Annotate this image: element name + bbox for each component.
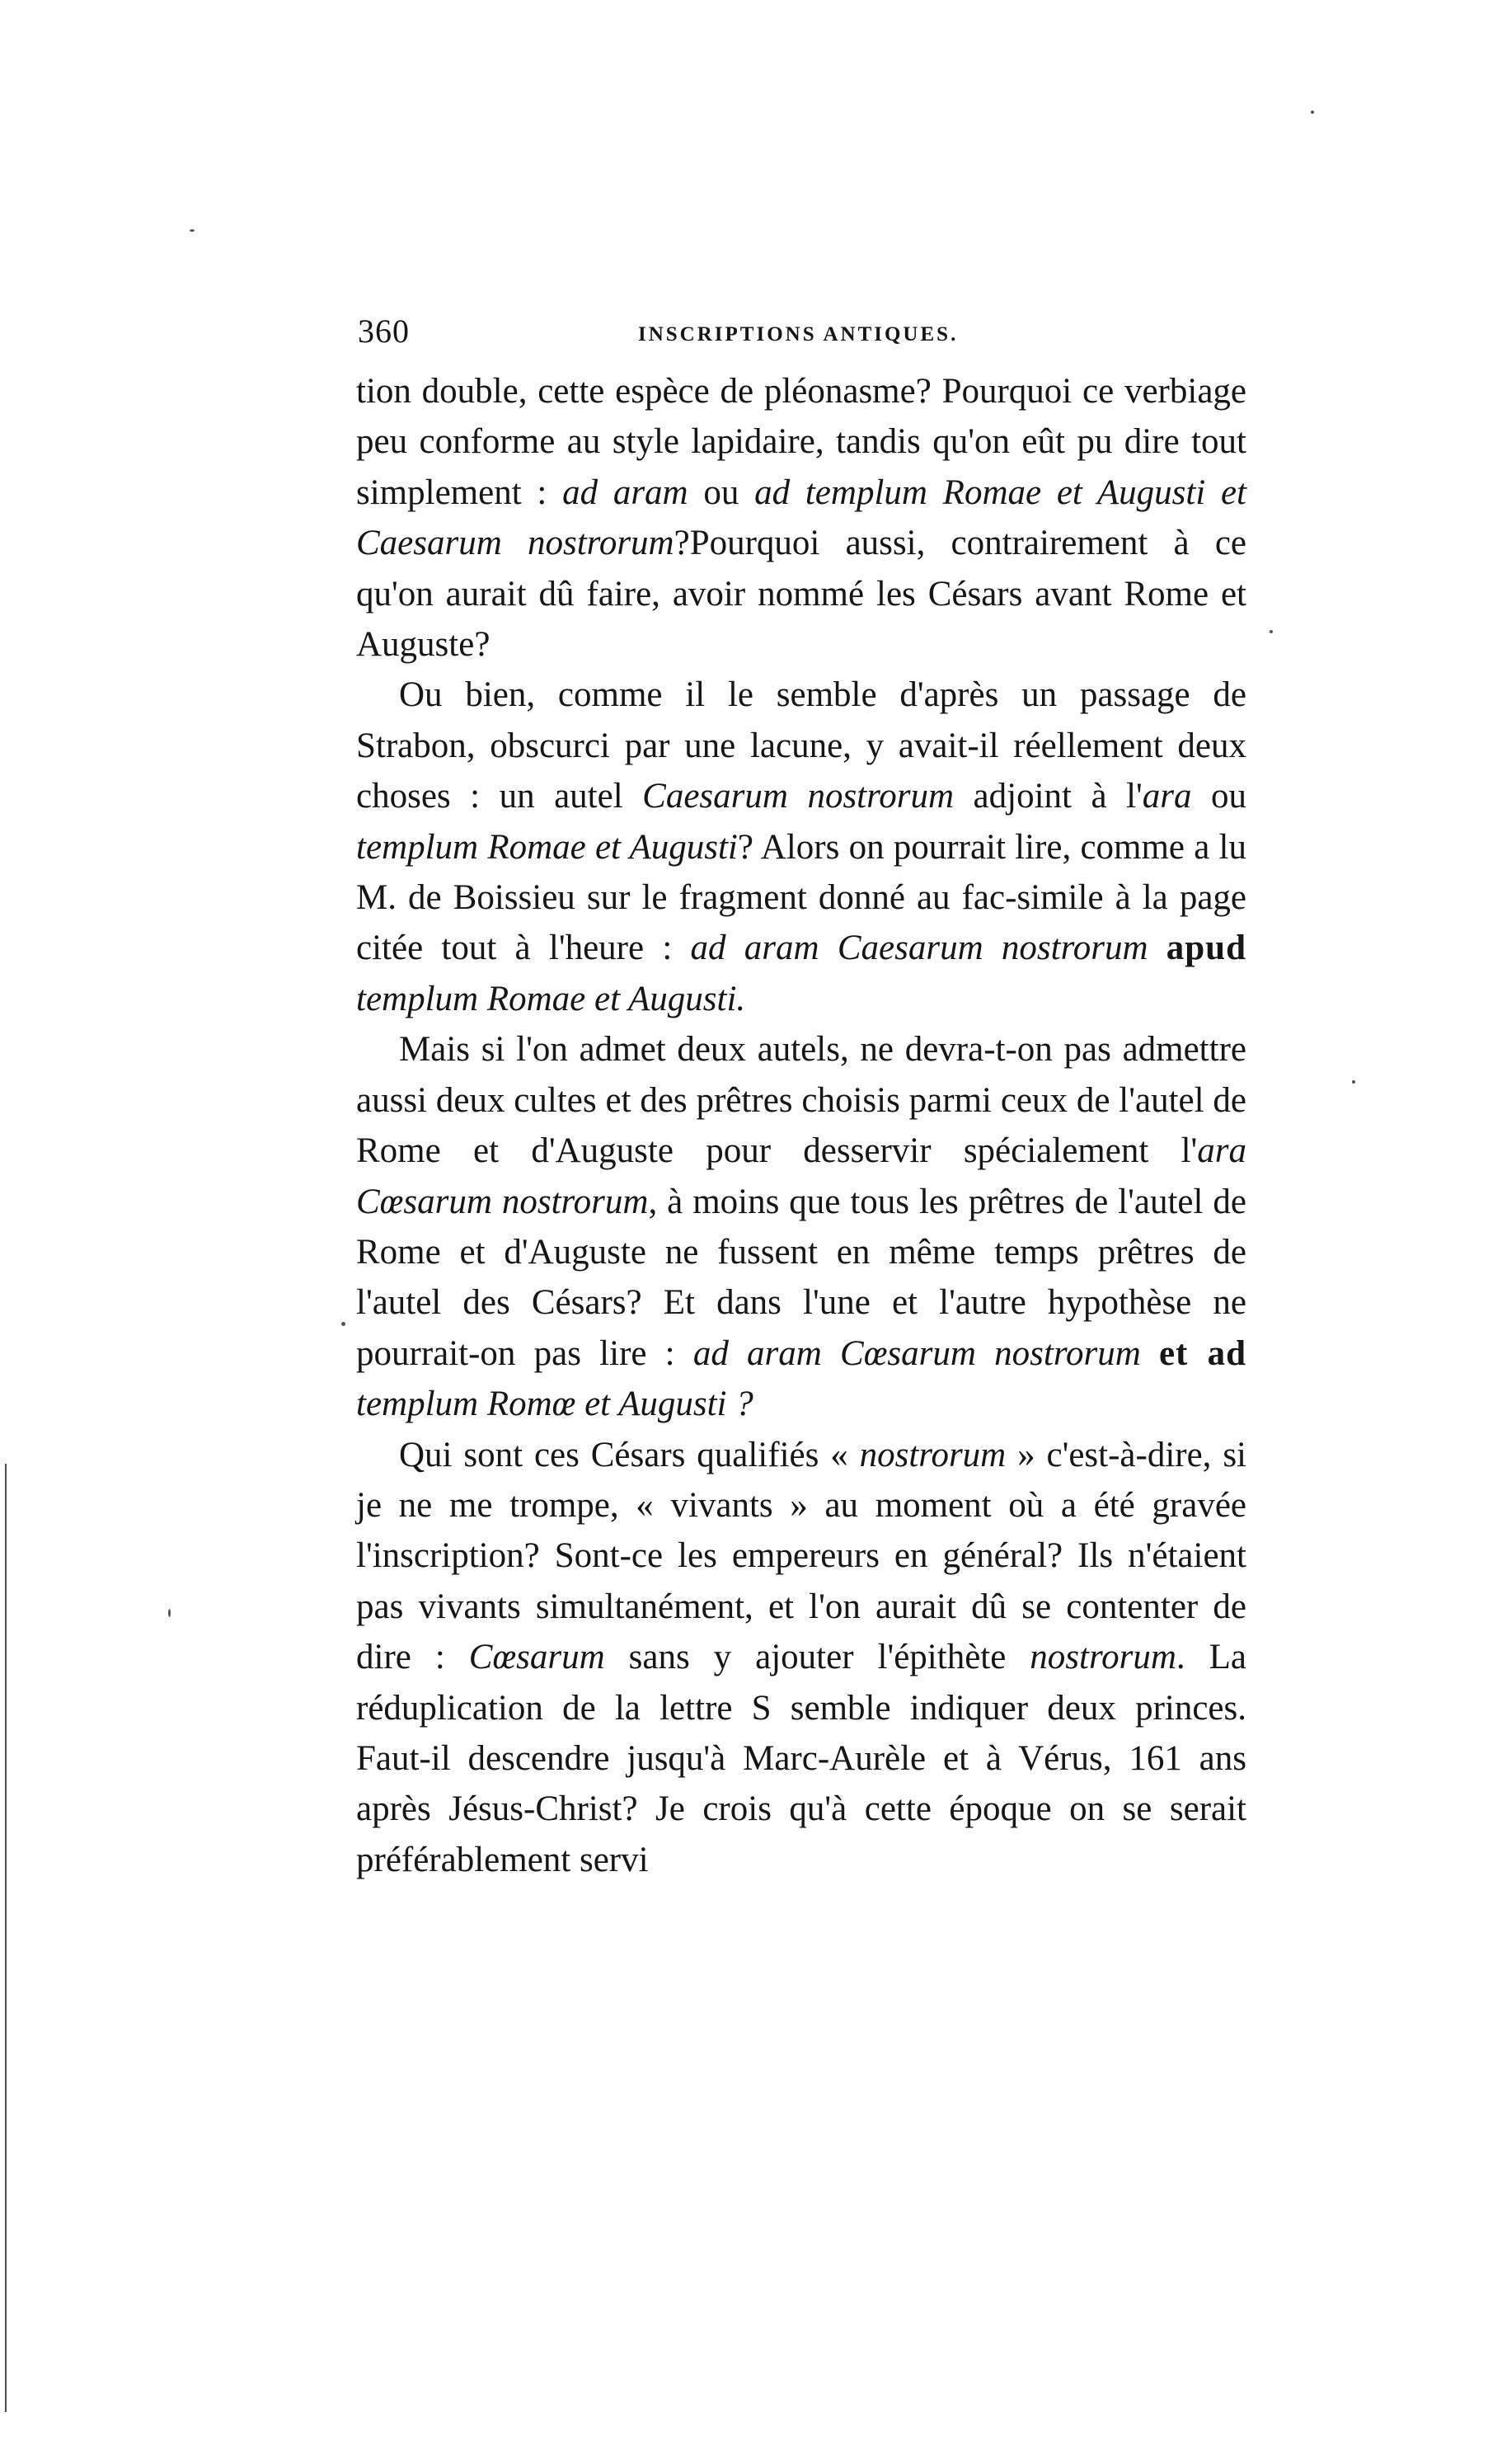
- scan-speck: [1270, 630, 1273, 633]
- text-span: ? Alors on pourrait lire, comme a lu M. de Boissieu sur le fragment donné au fac-simile à la page citée tout à l'heure :: [356, 827, 1247, 968]
- scan-speck: [1311, 111, 1314, 114]
- text-span: Mais si l'on admet deux autels, ne devra-t-on pas admettre aussi deux cultes et des prêtres choisis parmi ceux de l'autel de Rome et d'Auguste pour desservir spécialement l': [356, 1030, 1246, 1171]
- italic-span: Cœsarum: [468, 1638, 605, 1677]
- paragraph-2: [356, 670, 1246, 1024]
- text-span: . La réduplication de la lettre S semble indiquer deux princes. Faut-il descendre jusqu'à Marc-Aurèle et à Vérus, 161 ans après Jésus-Christ? Je crois qu'à cette époque on se serait préférablement servi: [356, 1638, 1246, 1879]
- text-span: [1141, 1334, 1159, 1373]
- text-span: adjoint à l': [954, 777, 1143, 816]
- text-span: sans y ajouter l'épithète: [604, 1638, 1030, 1677]
- running-head: INSCRIPTIONS ANTIQUES.: [638, 323, 959, 346]
- text-span: [1148, 929, 1166, 967]
- italic-span: Caesarum nostrorum: [642, 777, 955, 816]
- text-span: » c'est-à-dire, si je ne me trompe, « vivants » au moment où a été gravée l'inscription? Sont-ce les empereurs en général? Ils n'étaient pas vivants simultanément, et l'on aurait dû se contenter de dire :: [356, 1435, 1247, 1677]
- body-text: [356, 366, 1246, 1885]
- text-span: Qui sont ces Césars qualifiés «: [399, 1435, 860, 1474]
- scan-speck: [1352, 1080, 1355, 1084]
- italic-span: nostrorum: [1030, 1638, 1176, 1677]
- italic-span: nostrorum: [859, 1435, 1007, 1474]
- paragraph-4: [356, 1430, 1246, 1886]
- text-span: ?Pourquoi aussi, contrairement à ce qu'on aurait dû faire, avoir nommé les Césars avant Rome et Auguste?: [356, 524, 1246, 665]
- italic-span: ad aram Cœsarum nostrorum: [692, 1333, 1141, 1373]
- paragraph-1: [356, 366, 1246, 670]
- page-header: [358, 312, 1265, 361]
- text-span: ou: [688, 473, 755, 512]
- italic-span: ad templum Romae et Augusti et Caesarum nostrorum: [356, 473, 1246, 563]
- scan-speck: [341, 1322, 345, 1326]
- italic-span: ara Cœsarum nostrorum: [356, 1131, 1246, 1221]
- scan-speck: [168, 1609, 171, 1617]
- text-span: , à moins que tous les prêtres de l'autel de Rome et d'Auguste ne fussent en même temps prêtres de l'autel des Césars? Et dans l'une et l'autre hypothèse ne pourrait-on pas lire :: [356, 1182, 1246, 1373]
- page-number: 360: [358, 313, 410, 350]
- text-span: tion double, cette espèce de pléonasme? Pourquoi ce verbiage peu conforme au style lapidaire, tandis qu'on eût pu dire tout simplement :: [356, 372, 1246, 512]
- italic-span: templum Romœ et Augusti ?: [356, 1385, 753, 1424]
- scan-edge-line: [5, 1464, 7, 2412]
- scan-speck: [190, 229, 195, 232]
- text-span: Ou bien, comme il le semble d'après un passage de Strabon, obscurci par une lacune, y avait-il réellement deux choses : un autel: [356, 675, 1246, 816]
- italic-span: ad aram Caesarum nostrorum: [690, 929, 1148, 968]
- italic-span: templum Romae et Augusti.: [356, 979, 746, 1018]
- bold-span: apud: [1166, 929, 1247, 968]
- italic-span: ara: [1142, 777, 1192, 816]
- text-span: ou: [1191, 777, 1246, 816]
- italic-span: ad aram: [562, 473, 688, 512]
- paragraph-3: [356, 1024, 1246, 1429]
- bold-span: et ad: [1158, 1333, 1246, 1373]
- italic-span: templum Romae et Augusti: [356, 827, 738, 867]
